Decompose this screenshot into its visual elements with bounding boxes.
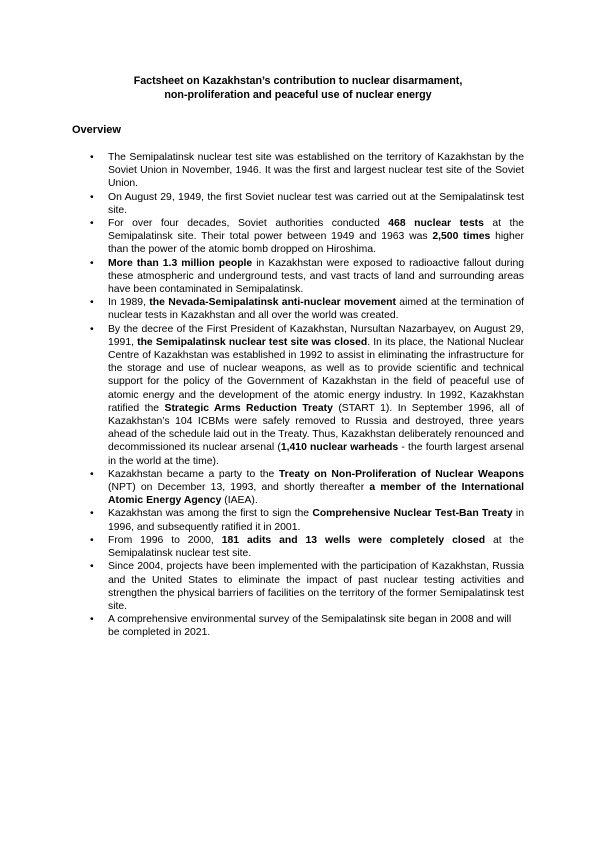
bullet-text: (IAEA). <box>221 495 258 507</box>
section-heading-overview: Overview <box>72 124 121 136</box>
bullet-text: Kazakhstan became a party to the <box>108 468 279 480</box>
bullet-bold-text: Strategic Arms Reduction Treaty <box>164 402 333 414</box>
title-line-2: non-proliferation and peaceful use of nuclear energy <box>164 89 432 102</box>
bullet-text: - the fourth largest arsenal in the world at the time). <box>108 442 524 467</box>
bullet-text: By the decree of the First President of Kazakhstan, Nursultan Nazarbayev, on August 29, 1991, <box>108 323 524 348</box>
bullet-item <box>108 323 524 468</box>
bullet-bold-text: a member of the International Atomic Energy Agency <box>108 482 524 507</box>
bullet-text: higher than the power of the atomic bomb dropped on Hiroshima. <box>108 231 524 256</box>
bullet-item <box>108 257 524 297</box>
bullet-text: For over four decades, Soviet authorities conducted <box>108 218 389 230</box>
bullet-text: in 1996, and subsequently ratified it in 2001. <box>108 508 524 533</box>
bullet-item <box>108 468 524 508</box>
bullet-bold-text: the Semipalatinsk nuclear test site was closed <box>137 336 368 348</box>
title-line-1: Factsheet on Kazakhstan’s contribution to nuclear disarmament, <box>133 75 463 87</box>
bullet-item <box>108 151 524 191</box>
bullet-item <box>108 613 524 639</box>
bullet-text: Kazakhstan was among the first to sign the <box>108 508 313 520</box>
bullet-text: . In its place, the National Nuclear Centre of Kazakhstan was established in 1992 to assist in eliminating the infrastructure for the storage and use of nuclear weapons, as well as to provide scientific and technical support for the policy of the Government of Kazakhstan in the field of peaceful use of atomic energy and the development of the atomic energy industry. In 1992, Kazakhstan ratified the <box>108 336 524 414</box>
bullet-text: at the Semipalatinsk site. Their total power between 1949 and 1963 was <box>108 218 525 243</box>
bullet-text: The Semipalatinsk nuclear test site was established on the territory of Kazakhstan by the Soviet Union in November, 1946. It was the first and largest nuclear test site of the Soviet Union. <box>108 152 524 190</box>
bullet-bold-text: More than 1.3 million people <box>108 257 253 269</box>
bullet-item <box>108 296 524 322</box>
bullet-bold-text: the Nevada-Semipalatinsk anti-nuclear movement <box>149 297 396 309</box>
bullet-text: On August 29, 1949, the first Soviet nuclear test was carried out at the Semipalatinsk test site. <box>108 191 524 216</box>
bullet-bold-text: 1,410 nuclear warheads <box>280 442 399 454</box>
bullet-bold-text: 2,500 times <box>432 231 491 243</box>
bullet-text: (NPT) on December 13, 1993, and shortly thereafter <box>108 482 370 494</box>
bullet-text: In 1989, <box>108 297 150 309</box>
bullet-item <box>108 217 524 257</box>
bullet-text: in Kazakhstan were exposed to radioactive fallout during these atmospheric and underground tests, and vast tracts of land and surrounding areas have been contaminated in Semipalatinsk. <box>108 257 525 296</box>
bullet-bold-text: Comprehensive Nuclear Test-Ban Treaty <box>312 508 513 520</box>
bullet-item <box>108 191 524 217</box>
bullet-item <box>108 534 524 560</box>
bullet-text: (START 1). In September 1996, all of Kazakhstan’s 104 ICBMs were safely removed to Russia and destroyed, three years ahead of the schedule laid out in the Treaty. Thus, Kazakhstan deliberately renounced and decommissioned its nuclear arsenal ( <box>108 402 525 454</box>
bullet-bold-text: 181 adits and 13 wells were completely closed <box>221 534 486 546</box>
bullet-item <box>108 560 524 613</box>
bullet-text: Since 2004, projects have been implemented with the participation of Kazakhstan, Russia and the United States to eliminate the impact of past nuclear testing activities and strengthen the physical barriers of facilities on the territory of the former Semipalatinsk test site. <box>108 561 524 612</box>
bullet-text: From 1996 to 2000, <box>108 534 222 546</box>
overview-bullet-list <box>108 151 524 640</box>
document-title <box>0 74 596 103</box>
bullet-item <box>108 507 524 533</box>
bullet-bold-text: 468 nuclear tests <box>388 218 484 230</box>
bullet-text: A comprehensive environmental survey of the Semipalatinsk site began in 2008 and will be completed in 2021. <box>108 614 512 639</box>
bullet-text: aimed at the termination of nuclear tests in Kazakhstan and all over the world was created. <box>108 297 524 322</box>
bullet-bold-text: Treaty on Non-Proliferation of Nuclear Weapons <box>278 468 524 480</box>
bullet-text: at the Semipalatinsk nuclear test site. <box>108 534 524 560</box>
